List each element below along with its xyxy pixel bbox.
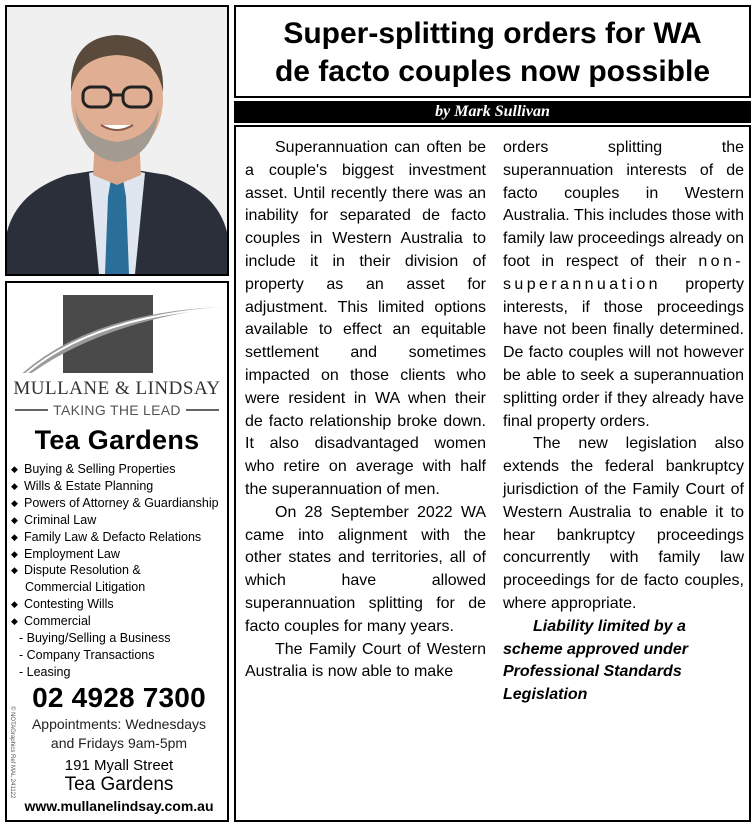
service-item-continuation: Commercial Litigation	[25, 580, 146, 595]
headline-line-2: de facto couples now possible	[274, 55, 711, 88]
service-item: ◆ Buying & Selling Properties	[11, 462, 176, 476]
service-subitem: - Company Transactions	[19, 647, 155, 662]
firm-name: MULLANE & LINDSAY	[13, 378, 221, 399]
law-firm-ad	[5, 281, 229, 822]
service-item: ◆ Criminal Law	[11, 512, 97, 527]
tagline-rule-right	[186, 409, 219, 411]
service-item: ◆ Commercial	[11, 614, 91, 629]
tagline-row	[15, 402, 219, 418]
website-url: www.mullanelindsay.com.au	[24, 798, 214, 814]
diamond-bullet-icon: ◆	[11, 565, 18, 576]
diamond-bullet-icon: ◆	[11, 480, 18, 491]
paragraph-3-continued: orders splitting the superannuation interests of de facto couples in Western Australia. This includes those with family law proceedings already on foot in respect of their non-superannuation property interests, if those proceedings have not been finally determined. De facto couples will not however be able to seek a superannuation splitting order if they already have final property orders.	[503, 139, 745, 430]
author-photo	[5, 5, 229, 276]
service-item: ◆ Family Law & Defacto Relations	[11, 529, 202, 544]
article-body	[234, 125, 751, 822]
services-list	[11, 461, 225, 681]
service-subitem: - Buying/Selling a Business	[19, 631, 171, 646]
service-item: ◆ Contesting Wills	[11, 597, 114, 612]
headline-box	[234, 5, 751, 98]
diamond-bullet-icon: ◆	[11, 548, 18, 559]
phone-number: 02 4928 7300	[32, 682, 206, 713]
graphics-credit: © NOTAGraphics Ref MAL 241122	[9, 706, 15, 799]
diamond-bullet-icon: ◆	[11, 531, 18, 542]
tagline-rule-left	[15, 409, 48, 411]
appointment-hours	[7, 715, 229, 753]
liability-notice: Liability limited by a scheme approved under Professional Standards Legislation	[503, 617, 688, 704]
article-headline	[236, 7, 749, 91]
firm-tagline: TAKING THE LEAD	[53, 402, 181, 418]
article-column-2	[503, 137, 744, 707]
article-column-1	[245, 137, 486, 684]
office-location: Tea Gardens	[34, 425, 200, 455]
service-subitem: - Leasing	[19, 664, 71, 679]
spaced-word: non-superannuation	[503, 252, 744, 293]
paragraph-1: Superannuation can often be a couple's biggest investment asset. Until recently there was an inability for separated de facto couples in Western Australia to include it in their division of property as an asset for adjustment. This limited options available to effect an equitable settlement and sometimes impacted on those clients who were resident in WA when their de facto relationship broke down. It also disadvantaged women who retire on average with half the superannuation of men.	[245, 139, 486, 498]
diamond-bullet-icon: ◆	[11, 464, 18, 474]
paragraph-2: On 28 September 2022 WA came into alignment with the other states and territories, all of which have allowed superannuation splitting for de facto couples for many years.	[245, 503, 486, 635]
service-item: ◆ Wills & Estate Planning	[11, 478, 154, 493]
diamond-bullet-icon: ◆	[11, 599, 18, 610]
service-item: ◆ Employment Law	[11, 546, 120, 561]
service-item: ◆ Dispute Resolution &	[11, 563, 141, 578]
town-name: Tea Gardens	[64, 774, 174, 795]
diamond-bullet-icon: ◆	[11, 616, 18, 627]
street-address: 191 Myall Street	[64, 757, 174, 774]
byline-bar: by Mark Sullivan	[234, 101, 751, 123]
appointments-line-1: Appointments: Wednesdays	[31, 716, 207, 732]
paragraph-4: The new legislation also extends the federal bankruptcy jurisdiction of the Family Court of Western Australia to enable it to hear bankruptcy proceedings concurrently with family law proceedings for de facto couples, where appropriate.	[503, 435, 744, 612]
appointments-line-2: and Fridays 9am-5pm	[50, 735, 188, 751]
paragraph-3-start: The Family Court of Western Australia is now able to make	[245, 640, 486, 681]
diamond-bullet-icon: ◆	[11, 497, 18, 508]
headline-line-1: Super-splitting orders for WA	[283, 17, 702, 50]
firm-logo	[7, 293, 227, 363]
service-item: ◆ Powers of Attorney & Guardianship	[11, 495, 219, 510]
diamond-bullet-icon: ◆	[11, 514, 18, 525]
